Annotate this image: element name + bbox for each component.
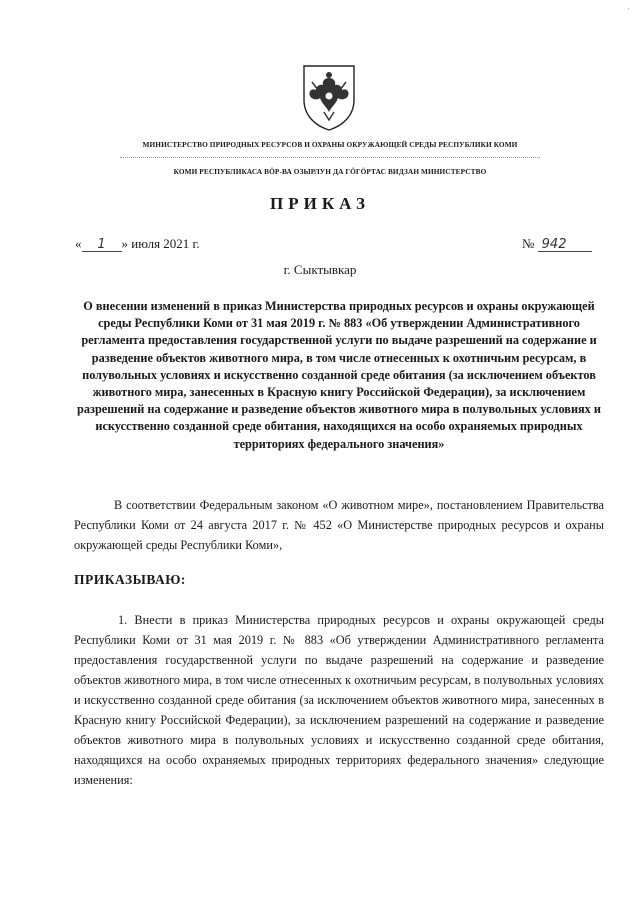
- document-number: [522, 236, 592, 252]
- document-date: [75, 236, 200, 252]
- ministry-name-russian: МИНИСТЕРСТВО ПРИРОДНЫХ РЕСУРСОВ И ОХРАНЫ ОКРУЖАЮЩЕЙ СРЕДЫ РЕСПУБЛИКИ КОМИ: [142, 140, 518, 149]
- document-city: г. Сыктывкар: [283, 262, 357, 277]
- komi-coat-of-arms-icon: [298, 60, 360, 132]
- preamble-paragraph: В соответствии Федеральным законом «О животном мире», постановлением Правительства Республики Коми от 24 августа 2017 г. № 452 «О Министерстве природных ресурсов и охраны окружающей среды Республики Коми»,: [74, 498, 604, 552]
- date-open-quote: «: [75, 236, 82, 251]
- date-month-year: » июля 2021 г.: [121, 236, 200, 251]
- order-directive: ПРИКАЗЫВАЮ:: [74, 572, 186, 587]
- number-handwritten: 942: [538, 238, 592, 252]
- number-sign: №: [522, 236, 535, 251]
- ministry-name-komi: КОМИ РЕСПУБЛИКАСА ВӦР-ВА ОЗЫРЛУН ДА ГӦГӦРТАС ВИДЗАН МИНИСТЕРСТВО: [173, 167, 487, 176]
- scan-mark: ': [628, 8, 630, 14]
- date-day-handwritten: 1: [82, 238, 122, 252]
- document-title: ПРИКАЗ: [270, 194, 370, 213]
- order-heading: О внесении изменений в приказ Министерства природных ресурсов и охраны окружающей среды Республики Коми от 31 мая 2019 г. № 883 «Об утверждении Административного регламента предоставления государственной услуги по выдаче разрешений на содержание и разведение объектов животного мира, в том числе отнесенных к охотничьим ресурсам, в полувольных условиях и искусственно созданной среде обитания (за исключением объектов животного мира, занесенных в Красную книгу Российской Федерации), за исключением разрешений на содержание и разведение объектов животного мира в полувольных условиях и искусственно созданной среде обитания, находящихся на особо охраняемых природных территориях федерального значения»: [77, 299, 601, 451]
- order-item-1: 1. Внести в приказ Министерства природных ресурсов и охраны окружающей среды Республики Коми от 31 мая 2019 г. № 883 «Об утверждении Административного регламента предоставления государственной услуги по выдаче разрешений на содержание и разведение объектов животного мира, в том числе отнесенных к охотничьим ресурсам, в полувольных условиях и искусственно созданной среде обитания (за исключением объектов животного мира, занесенных в Красную книгу Российской Федерации), за исключением разрешений на содержание и разведение объектов животного мира в полувольных условиях и искусственно созданной среде обитания, находящихся на особо охраняемых природных территориях федерального значения» следующие изменения:: [74, 613, 604, 787]
- header-divider: [120, 157, 540, 158]
